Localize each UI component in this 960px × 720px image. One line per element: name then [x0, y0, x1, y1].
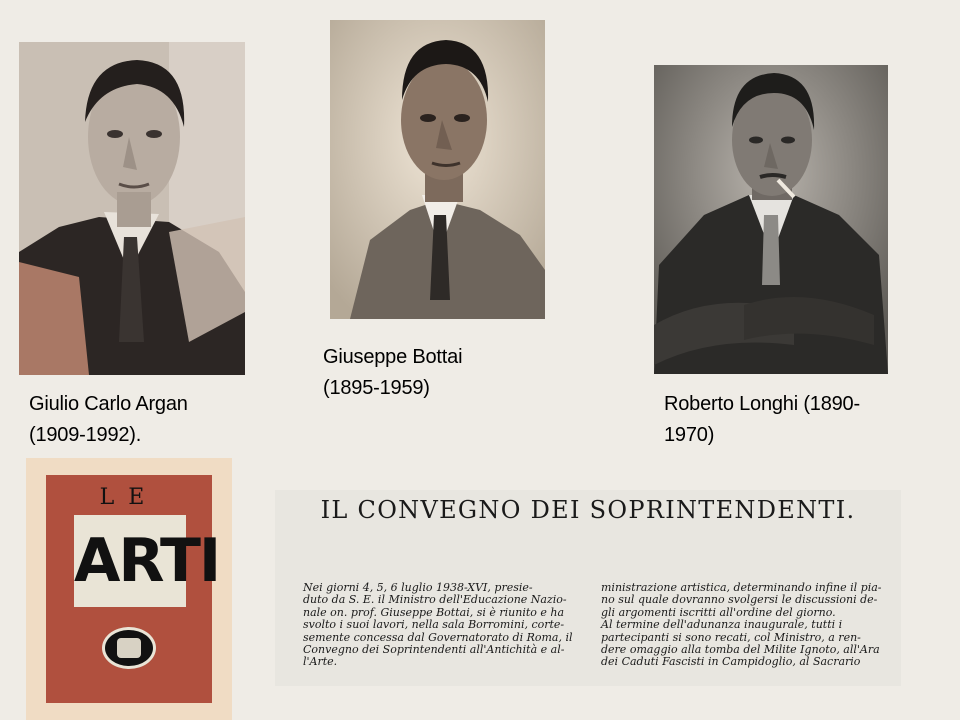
clipping-line: nale on. prof. Giuseppe Bottai, si è riunito e ha [303, 605, 565, 619]
clipping-line: Al termine dell'adunanza inaugurale, tutti i [601, 618, 843, 632]
portrait-photo-bottai [330, 20, 545, 319]
caption-longhi [664, 389, 924, 451]
caption-bottai [323, 342, 563, 404]
clipping-line: ministrazione artistica, determinando infine il pia- [601, 581, 882, 594]
clipping-line: semente concessa dal Governatorato di Roma, il [303, 630, 573, 644]
portrait-photo-longhi [654, 65, 888, 374]
newspaper-clipping [275, 490, 901, 686]
fasces-emblem-icon [102, 627, 156, 669]
magazine-cover-panel [46, 475, 220, 703]
caption-bottai-name: Giuseppe Bottai [323, 346, 463, 368]
caption-longhi-name: Roberto Longhi (1890- [664, 393, 860, 415]
caption-longhi-dates: 1970) [664, 424, 715, 446]
caption-argan-name: Giulio Carlo Argan [29, 393, 188, 415]
clipping-line: dere omaggio alla tomba del Milite Ignoto, all'Ara [601, 643, 880, 657]
clipping-column-left [303, 582, 587, 669]
caption-bottai-dates: (1895-1959) [323, 377, 430, 399]
clipping-headline: IL CONVEGNO DEI SOPRINTENDENTI. [320, 496, 856, 524]
clipping-line: gli argomenti iscritti all'ordine del giorno. [601, 605, 836, 619]
magazine-title-box [74, 515, 220, 607]
clipping-line: Nei giorni 4, 5, 6 luglio 1938-XVI, presie- [303, 581, 533, 594]
portrait-photo-argan [19, 42, 245, 375]
clipping-line: partecipanti si sono recati, col Ministro, a ren- [601, 630, 861, 644]
magazine-cover-le-arti [26, 458, 232, 720]
clipping-line: no sul quale dovranno svolgersi le discussioni de- [601, 593, 878, 607]
clipping-line: Convegno dei Soprintendenti all'Antichità e al- [303, 643, 565, 657]
clipping-line: dei Caduti Fascisti in Campidoglio, al Sacrario [601, 655, 861, 669]
magazine-top-word: LE [99, 485, 159, 510]
caption-argan-dates: (1909-1992). [29, 424, 142, 446]
caption-argan [29, 389, 269, 451]
clipping-line: l'Arte. [303, 655, 338, 669]
clipping-column-right [601, 582, 885, 669]
clipping-line: svolto i suoi lavori, nella sala Borromini, corte- [303, 618, 565, 632]
magazine-title: ARTI [74, 526, 220, 596]
clipping-line: duto da S. E. il Ministro dell'Educazione Nazio- [303, 593, 567, 607]
